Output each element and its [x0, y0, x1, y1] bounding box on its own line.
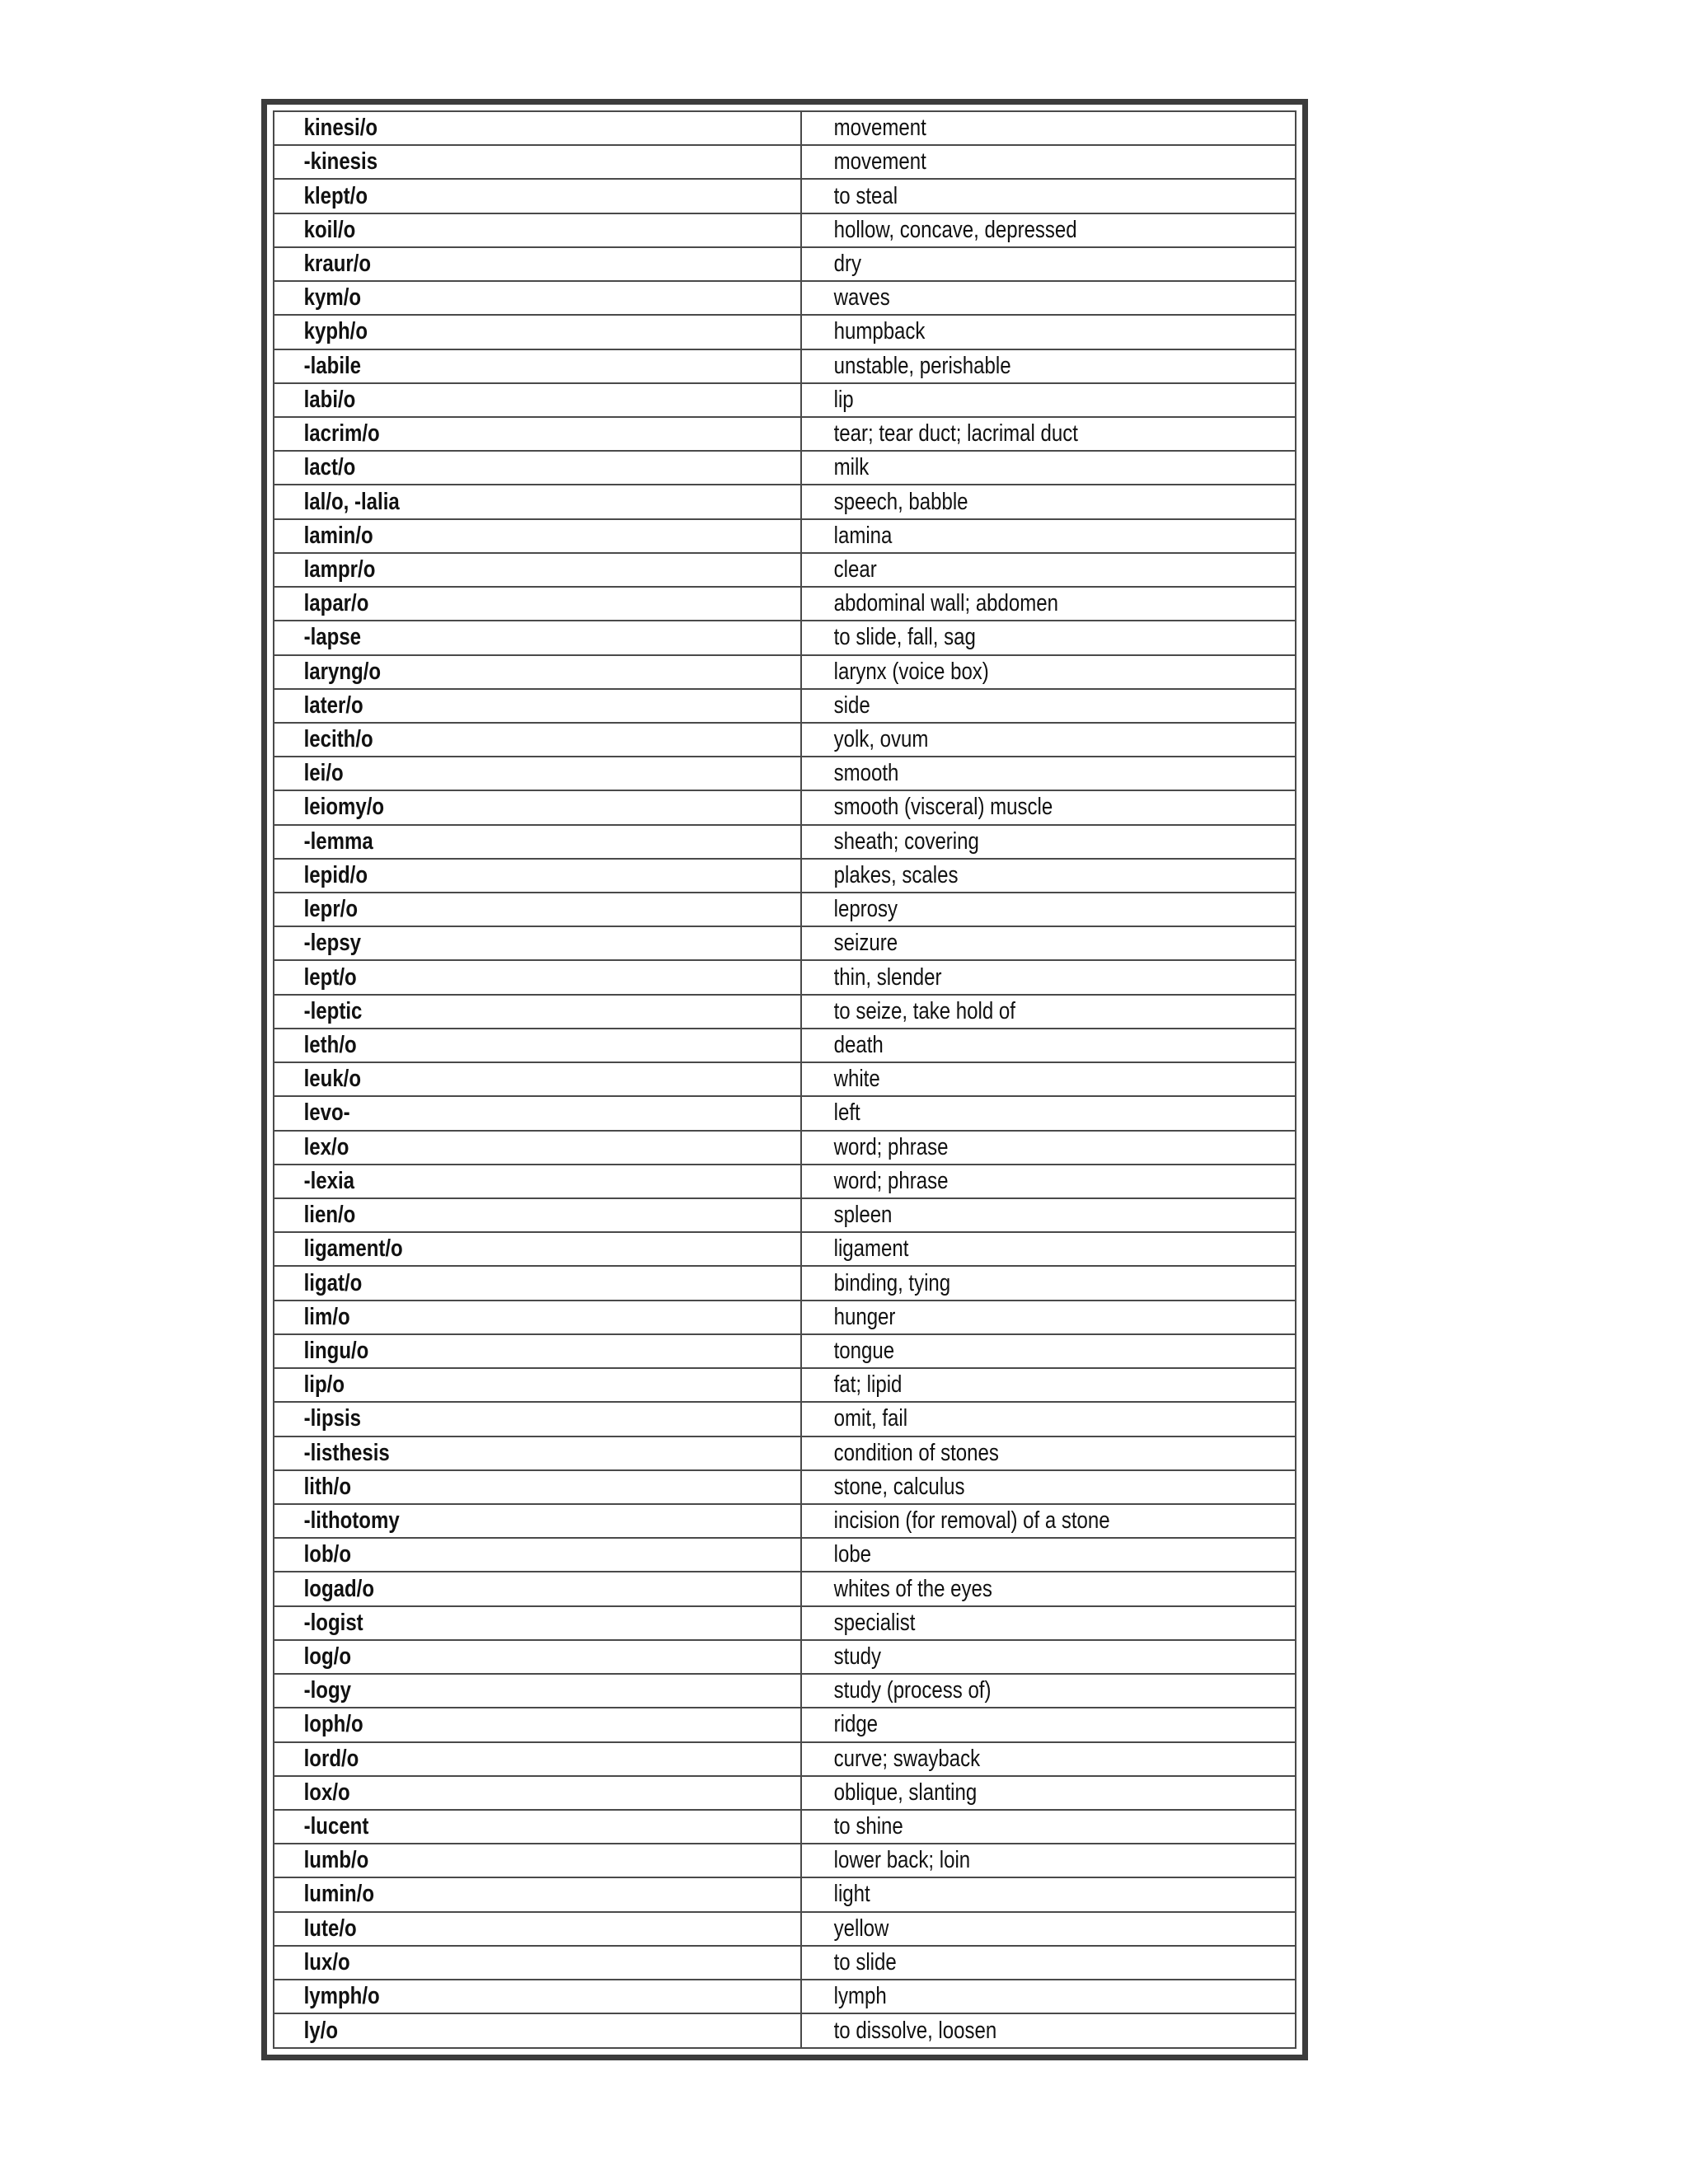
- term-text: lingu/o: [303, 1337, 369, 1364]
- meaning-cell: [821, 1131, 1276, 1165]
- meaning-cell: [821, 247, 1276, 281]
- meaning-text: hunger: [833, 1303, 896, 1330]
- table-row: [274, 1708, 1296, 1741]
- term-cell: [295, 1029, 781, 1062]
- table-row: [274, 247, 1296, 281]
- table-row: [274, 859, 1296, 893]
- meaning-text: abdominal wall; abdomen: [833, 590, 1058, 617]
- table-row: [274, 1198, 1296, 1232]
- term-cell: [295, 519, 781, 553]
- meaning-text: spleen: [833, 1202, 893, 1229]
- meaning-cell: [821, 1708, 1276, 1741]
- term-cell: [295, 247, 781, 281]
- table-row: [274, 926, 1296, 960]
- term-text: ligat/o: [303, 1269, 363, 1296]
- term-text: lob/o: [303, 1541, 351, 1568]
- meaning-text: milk: [833, 454, 870, 481]
- meaning-cell: [821, 2013, 1276, 2048]
- table-row: [274, 1776, 1296, 1810]
- term-cell: [295, 655, 781, 689]
- term-cell: [295, 1402, 781, 1436]
- meaning-text: movement: [833, 148, 926, 176]
- meaning-cell: [821, 1301, 1276, 1334]
- term-text: lute/o: [303, 1915, 357, 1942]
- meaning-cell: [821, 1096, 1276, 1130]
- meaning-text: to seize, take hold of: [833, 997, 1015, 1024]
- term-text: lumb/o: [303, 1847, 369, 1874]
- term-text: lept/o: [303, 963, 357, 991]
- term-cell: [295, 893, 781, 926]
- term-text: lip/o: [303, 1371, 345, 1399]
- term-text: lien/o: [303, 1202, 356, 1229]
- table-row: [274, 145, 1296, 179]
- table-row: [274, 1980, 1296, 2013]
- meaning-text: seizure: [833, 930, 898, 957]
- term-text: -labile: [303, 352, 362, 379]
- meaning-cell: [821, 1334, 1276, 1368]
- meaning-cell: [821, 825, 1276, 859]
- table-row: [274, 553, 1296, 587]
- term-text: lal/o, -lalia: [303, 488, 400, 515]
- term-text: ly/o: [303, 2017, 339, 2044]
- meaning-cell: [821, 451, 1276, 485]
- meaning-text: dry: [833, 250, 862, 277]
- term-cell: [295, 485, 781, 518]
- table-row: [274, 1572, 1296, 1605]
- term-text: lumin/o: [303, 1881, 375, 1908]
- term-text: koil/o: [303, 216, 356, 243]
- term-cell: [295, 960, 781, 994]
- term-cell: [295, 1198, 781, 1232]
- term-text: lacrim/o: [303, 420, 380, 448]
- meaning-cell: [821, 1062, 1276, 1096]
- meaning-cell: [821, 893, 1276, 926]
- meaning-cell: [821, 1538, 1276, 1572]
- table-row: [274, 1640, 1296, 1674]
- term-text: laryng/o: [303, 658, 382, 685]
- term-cell: [295, 995, 781, 1029]
- meaning-text: lower back; loin: [833, 1847, 971, 1874]
- meaning-text: whites of the eyes: [833, 1575, 992, 1602]
- meaning-text: binding, tying: [833, 1269, 951, 1296]
- meaning-text: larynx (voice box): [833, 658, 989, 685]
- table-row: [274, 519, 1296, 553]
- meaning-text: to steal: [833, 182, 898, 209]
- meaning-text: lobe: [833, 1541, 872, 1568]
- term-cell: [295, 1640, 781, 1674]
- term-text: -logist: [303, 1609, 363, 1636]
- meaning-text: thin, slender: [833, 963, 942, 991]
- table-row: [274, 1912, 1296, 1946]
- term-cell: [295, 451, 781, 485]
- term-text: lepr/o: [303, 896, 359, 923]
- term-cell: [295, 417, 781, 451]
- term-text: loph/o: [303, 1711, 363, 1738]
- meaning-cell: [821, 1029, 1276, 1062]
- table-row: [274, 723, 1296, 757]
- meaning-text: leprosy: [833, 896, 898, 923]
- meaning-text: lymph: [833, 1983, 887, 2010]
- meaning-text: tongue: [833, 1337, 895, 1364]
- meaning-text: tear; tear duct; lacrimal duct: [833, 420, 1078, 448]
- term-text: lapar/o: [303, 590, 369, 617]
- meaning-cell: [821, 1912, 1276, 1946]
- term-cell: [295, 315, 781, 349]
- term-text: kinesi/o: [303, 115, 378, 142]
- table-row: [274, 451, 1296, 485]
- meaning-text: side: [833, 691, 870, 719]
- meaning-text: to shine: [833, 1813, 903, 1840]
- term-text: log/o: [303, 1643, 351, 1670]
- term-text: leuk/o: [303, 1066, 362, 1093]
- meaning-text: stone, calculus: [833, 1473, 965, 1500]
- meaning-text: smooth: [833, 760, 899, 787]
- term-text: lact/o: [303, 454, 356, 481]
- meaning-cell: [821, 859, 1276, 893]
- meaning-cell: [821, 553, 1276, 587]
- term-cell: [295, 1436, 781, 1470]
- term-cell: [295, 1912, 781, 1946]
- meaning-cell: [821, 1810, 1276, 1844]
- meaning-text: sheath; covering: [833, 827, 979, 855]
- meaning-cell: [821, 145, 1276, 179]
- term-text: -lipsis: [303, 1405, 362, 1432]
- meaning-cell: [821, 1470, 1276, 1504]
- table-row: [274, 893, 1296, 926]
- meaning-cell: [821, 995, 1276, 1029]
- table-row: [274, 213, 1296, 247]
- term-cell: [295, 145, 781, 179]
- meaning-text: study: [833, 1643, 882, 1670]
- term-cell: [295, 553, 781, 587]
- table-row: [274, 1674, 1296, 1708]
- meaning-text: plakes, scales: [833, 861, 959, 888]
- term-cell: [295, 1165, 781, 1198]
- term-text: labi/o: [303, 386, 356, 413]
- term-text: ligament/o: [303, 1235, 403, 1263]
- term-cell: [295, 1742, 781, 1776]
- table-row: [274, 960, 1296, 994]
- meaning-text: waves: [833, 284, 890, 312]
- meaning-cell: [821, 790, 1276, 824]
- meaning-cell: [821, 1946, 1276, 1980]
- meaning-cell: [821, 213, 1276, 247]
- meaning-cell: [821, 179, 1276, 213]
- meaning-text: to dissolve, loosen: [833, 2017, 997, 2044]
- term-text: -lexia: [303, 1167, 355, 1194]
- table-row: [274, 417, 1296, 451]
- term-cell: [295, 1301, 781, 1334]
- meaning-text: word; phrase: [833, 1167, 949, 1194]
- terminology-sheet: [261, 99, 1308, 2060]
- table-row: [274, 1742, 1296, 1776]
- table-row: [274, 1334, 1296, 1368]
- table-row: [274, 1877, 1296, 1911]
- meaning-text: unstable, perishable: [833, 352, 1011, 379]
- term-cell: [295, 1606, 781, 1640]
- term-text: -lucent: [303, 1813, 369, 1840]
- meaning-cell: [821, 1266, 1276, 1300]
- term-text: -lemma: [303, 827, 373, 855]
- term-cell: [295, 383, 781, 417]
- term-cell: [295, 859, 781, 893]
- term-text: lith/o: [303, 1473, 351, 1500]
- term-cell: [295, 2013, 781, 2048]
- meaning-cell: [821, 1436, 1276, 1470]
- meaning-text: ligament: [833, 1235, 909, 1263]
- table-row: [274, 281, 1296, 315]
- meaning-text: lamina: [833, 522, 893, 549]
- term-cell: [295, 1096, 781, 1130]
- meaning-cell: [821, 621, 1276, 654]
- table-row: [274, 111, 1296, 145]
- table-row: [274, 1606, 1296, 1640]
- term-text: -lithotomy: [303, 1507, 400, 1535]
- term-cell: [295, 757, 781, 790]
- meaning-text: light: [833, 1881, 870, 1908]
- table-row: [274, 485, 1296, 518]
- term-cell: [295, 1232, 781, 1266]
- term-cell: [295, 349, 781, 383]
- term-cell: [295, 1708, 781, 1741]
- term-text: lymph/o: [303, 1983, 380, 2010]
- meaning-text: clear: [833, 555, 877, 583]
- term-text: lex/o: [303, 1133, 349, 1160]
- term-cell: [295, 587, 781, 621]
- table-row: [274, 1946, 1296, 1980]
- meaning-text: study (process of): [833, 1677, 992, 1704]
- meaning-cell: [821, 281, 1276, 315]
- term-text: lei/o: [303, 760, 344, 787]
- term-cell: [295, 111, 781, 145]
- terminology-table: [273, 110, 1296, 2049]
- table-row: [274, 587, 1296, 621]
- table-row: [274, 1165, 1296, 1198]
- term-text: later/o: [303, 691, 363, 719]
- meaning-cell: [821, 383, 1276, 417]
- meaning-text: movement: [833, 115, 926, 142]
- meaning-text: left: [833, 1099, 860, 1127]
- term-cell: [295, 1131, 781, 1165]
- meaning-text: lip: [833, 386, 854, 413]
- term-text: kraur/o: [303, 250, 372, 277]
- table-row: [274, 2013, 1296, 2048]
- meaning-cell: [821, 485, 1276, 518]
- meaning-cell: [821, 1742, 1276, 1776]
- meaning-cell: [821, 960, 1276, 994]
- term-cell: [295, 1572, 781, 1605]
- meaning-cell: [821, 1402, 1276, 1436]
- table-row: [274, 621, 1296, 654]
- table-row: [274, 383, 1296, 417]
- table-row: [274, 757, 1296, 790]
- meaning-cell: [821, 1606, 1276, 1640]
- term-text: levo-: [303, 1099, 350, 1127]
- meaning-cell: [821, 587, 1276, 621]
- table-row: [274, 315, 1296, 349]
- meaning-text: yellow: [833, 1915, 889, 1942]
- table-row: [274, 1029, 1296, 1062]
- term-cell: [295, 1844, 781, 1877]
- meaning-text: humpback: [833, 318, 926, 345]
- table-row: [274, 825, 1296, 859]
- meaning-cell: [821, 926, 1276, 960]
- table-row: [274, 790, 1296, 824]
- term-cell: [295, 1877, 781, 1911]
- term-text: lampr/o: [303, 555, 376, 583]
- term-text: -leptic: [303, 997, 363, 1024]
- term-cell: [295, 1538, 781, 1572]
- table-row: [274, 1301, 1296, 1334]
- meaning-cell: [821, 111, 1276, 145]
- meaning-cell: [821, 417, 1276, 451]
- table-row: [274, 1844, 1296, 1877]
- meaning-text: to slide, fall, sag: [833, 624, 976, 651]
- terminology-table-body: [274, 111, 1296, 2048]
- meaning-cell: [821, 315, 1276, 349]
- table-row: [274, 1096, 1296, 1130]
- term-cell: [295, 825, 781, 859]
- meaning-cell: [821, 1674, 1276, 1708]
- table-row: [274, 349, 1296, 383]
- meaning-text: oblique, slanting: [833, 1779, 978, 1806]
- meaning-cell: [821, 1776, 1276, 1810]
- term-text: logad/o: [303, 1575, 375, 1602]
- meaning-cell: [821, 1368, 1276, 1402]
- meaning-text: word; phrase: [833, 1133, 949, 1160]
- term-cell: [295, 1674, 781, 1708]
- table-row: [274, 689, 1296, 723]
- meaning-cell: [821, 689, 1276, 723]
- table-row: [274, 1402, 1296, 1436]
- meaning-text: hollow, concave, depressed: [833, 216, 1077, 243]
- term-text: lux/o: [303, 1948, 350, 1975]
- term-cell: [295, 1946, 781, 1980]
- table-row: [274, 1368, 1296, 1402]
- table-row: [274, 1131, 1296, 1165]
- meaning-text: white: [833, 1066, 880, 1093]
- term-cell: [295, 1368, 781, 1402]
- term-text: leiomy/o: [303, 794, 385, 821]
- meaning-text: ridge: [833, 1711, 879, 1738]
- term-cell: [295, 281, 781, 315]
- term-text: -logy: [303, 1677, 352, 1704]
- term-text: klept/o: [303, 182, 368, 209]
- table-row: [274, 1810, 1296, 1844]
- table-row: [274, 655, 1296, 689]
- term-text: lord/o: [303, 1745, 359, 1772]
- term-cell: [295, 1062, 781, 1096]
- meaning-cell: [821, 655, 1276, 689]
- meaning-cell: [821, 1640, 1276, 1674]
- table-row: [274, 1436, 1296, 1470]
- term-cell: [295, 723, 781, 757]
- table-row: [274, 179, 1296, 213]
- term-text: -kinesis: [303, 148, 378, 176]
- meaning-cell: [821, 1980, 1276, 2013]
- term-cell: [295, 1980, 781, 2013]
- term-text: lox/o: [303, 1779, 350, 1806]
- term-text: -listhesis: [303, 1439, 390, 1466]
- term-text: kyph/o: [303, 318, 368, 345]
- meaning-text: incision (for removal) of a stone: [833, 1507, 1110, 1535]
- meaning-text: specialist: [833, 1609, 916, 1636]
- term-cell: [295, 1470, 781, 1504]
- term-cell: [295, 689, 781, 723]
- meaning-cell: [821, 1844, 1276, 1877]
- term-text: leth/o: [303, 1032, 357, 1059]
- term-cell: [295, 621, 781, 654]
- table-row: [274, 1504, 1296, 1538]
- meaning-cell: [821, 723, 1276, 757]
- meaning-text: omit, fail: [833, 1405, 908, 1432]
- meaning-text: condition of stones: [833, 1439, 999, 1466]
- term-text: lepid/o: [303, 861, 368, 888]
- meaning-text: fat; lipid: [833, 1371, 903, 1399]
- term-text: -lepsy: [303, 930, 362, 957]
- term-text: lim/o: [303, 1303, 350, 1330]
- table-row: [274, 1470, 1296, 1504]
- meaning-cell: [821, 1572, 1276, 1605]
- term-cell: [295, 1266, 781, 1300]
- meaning-cell: [821, 1232, 1276, 1266]
- term-cell: [295, 213, 781, 247]
- table-row: [274, 1538, 1296, 1572]
- table-row: [274, 1232, 1296, 1266]
- term-text: lamin/o: [303, 522, 373, 549]
- meaning-cell: [821, 1877, 1276, 1911]
- term-cell: [295, 926, 781, 960]
- meaning-cell: [821, 1504, 1276, 1538]
- meaning-cell: [821, 757, 1276, 790]
- meaning-cell: [821, 519, 1276, 553]
- term-text: kym/o: [303, 284, 362, 312]
- meaning-text: speech, babble: [833, 488, 968, 515]
- meaning-text: to slide: [833, 1948, 897, 1975]
- meaning-text: curve; swayback: [833, 1745, 981, 1772]
- table-row: [274, 1266, 1296, 1300]
- meaning-cell: [821, 349, 1276, 383]
- term-text: -lapse: [303, 624, 362, 651]
- meaning-text: smooth (visceral) muscle: [833, 794, 1053, 821]
- table-row: [274, 1062, 1296, 1096]
- meaning-cell: [821, 1165, 1276, 1198]
- term-cell: [295, 790, 781, 824]
- term-cell: [295, 179, 781, 213]
- meaning-text: yolk, ovum: [833, 726, 929, 753]
- meaning-cell: [821, 1198, 1276, 1232]
- term-cell: [295, 1810, 781, 1844]
- meaning-text: death: [833, 1032, 884, 1059]
- term-cell: [295, 1776, 781, 1810]
- table-row: [274, 995, 1296, 1029]
- term-cell: [295, 1504, 781, 1538]
- term-text: lecith/o: [303, 726, 373, 753]
- term-cell: [295, 1334, 781, 1368]
